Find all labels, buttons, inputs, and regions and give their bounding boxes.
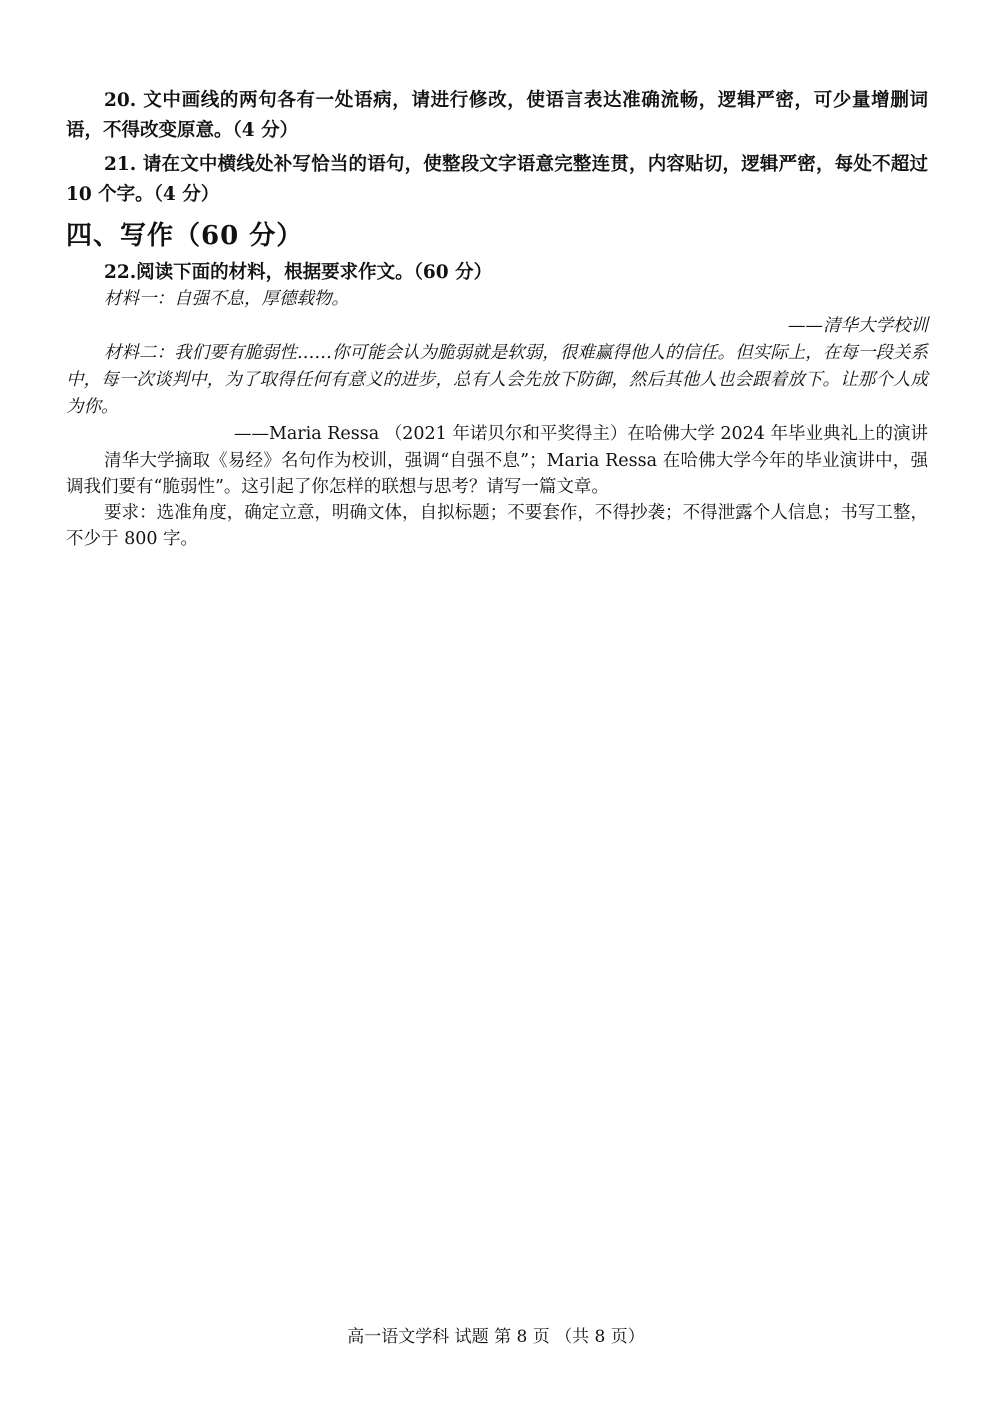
material-two: 材料二：我们要有脆弱性……你可能会认为脆弱就是软弱，很难赢得他人的信任。但实际上，在每一段关系中，每一次谈判中，为了取得任何有意义的进步，总有人会先放下防御，然后其他人也会跟着放下。让那个人成为你。 — [66, 343, 928, 417]
material-one: 材料一：自强不息，厚德载物。 — [104, 289, 349, 309]
section-title-writing: 四、写作（60 分） — [66, 221, 304, 251]
material-two-source: ——Maria Ressa （2021 年诺贝尔和平奖得主）在哈佛大学 2024 年毕业典礼上的演讲 — [233, 424, 928, 444]
question-22: 22.阅读下面的材料，根据要求作文。（60 分） — [104, 262, 493, 283]
exam-page-content — [66, 86, 928, 552]
question-20: 20. 文中画线的两句各有一处语病，请进行修改，使语言表达准确流畅，逻辑严密，可少量增删词语，不得改变原意。（4 分） — [66, 90, 928, 141]
material-one-source: ——清华大学校训 — [788, 316, 928, 336]
writing-prompt: 清华大学摘取《易经》名句作为校训，强调“自强不息”；Maria Ressa 在哈佛大学今年的毕业演讲中，强调我们要有“脆弱性”。这引起了你怎样的联想与思考？请写一篇文章。 — [66, 451, 928, 497]
writing-requirements: 要求：选准角度，确定立意，明确文体，自拟标题；不要套作，不得抄袭；不得泄露个人信息；书写工整，不少于 800 字。 — [66, 503, 928, 549]
page-footer: 高一语文学科 试题 第 8 页 （共 8 页） — [347, 1327, 645, 1347]
question-21: 21. 请在文中横线处补写恰当的语句，使整段文字语意完整连贯，内容贴切，逻辑严密，每处不超过 10 个字。（4 分） — [66, 154, 928, 205]
